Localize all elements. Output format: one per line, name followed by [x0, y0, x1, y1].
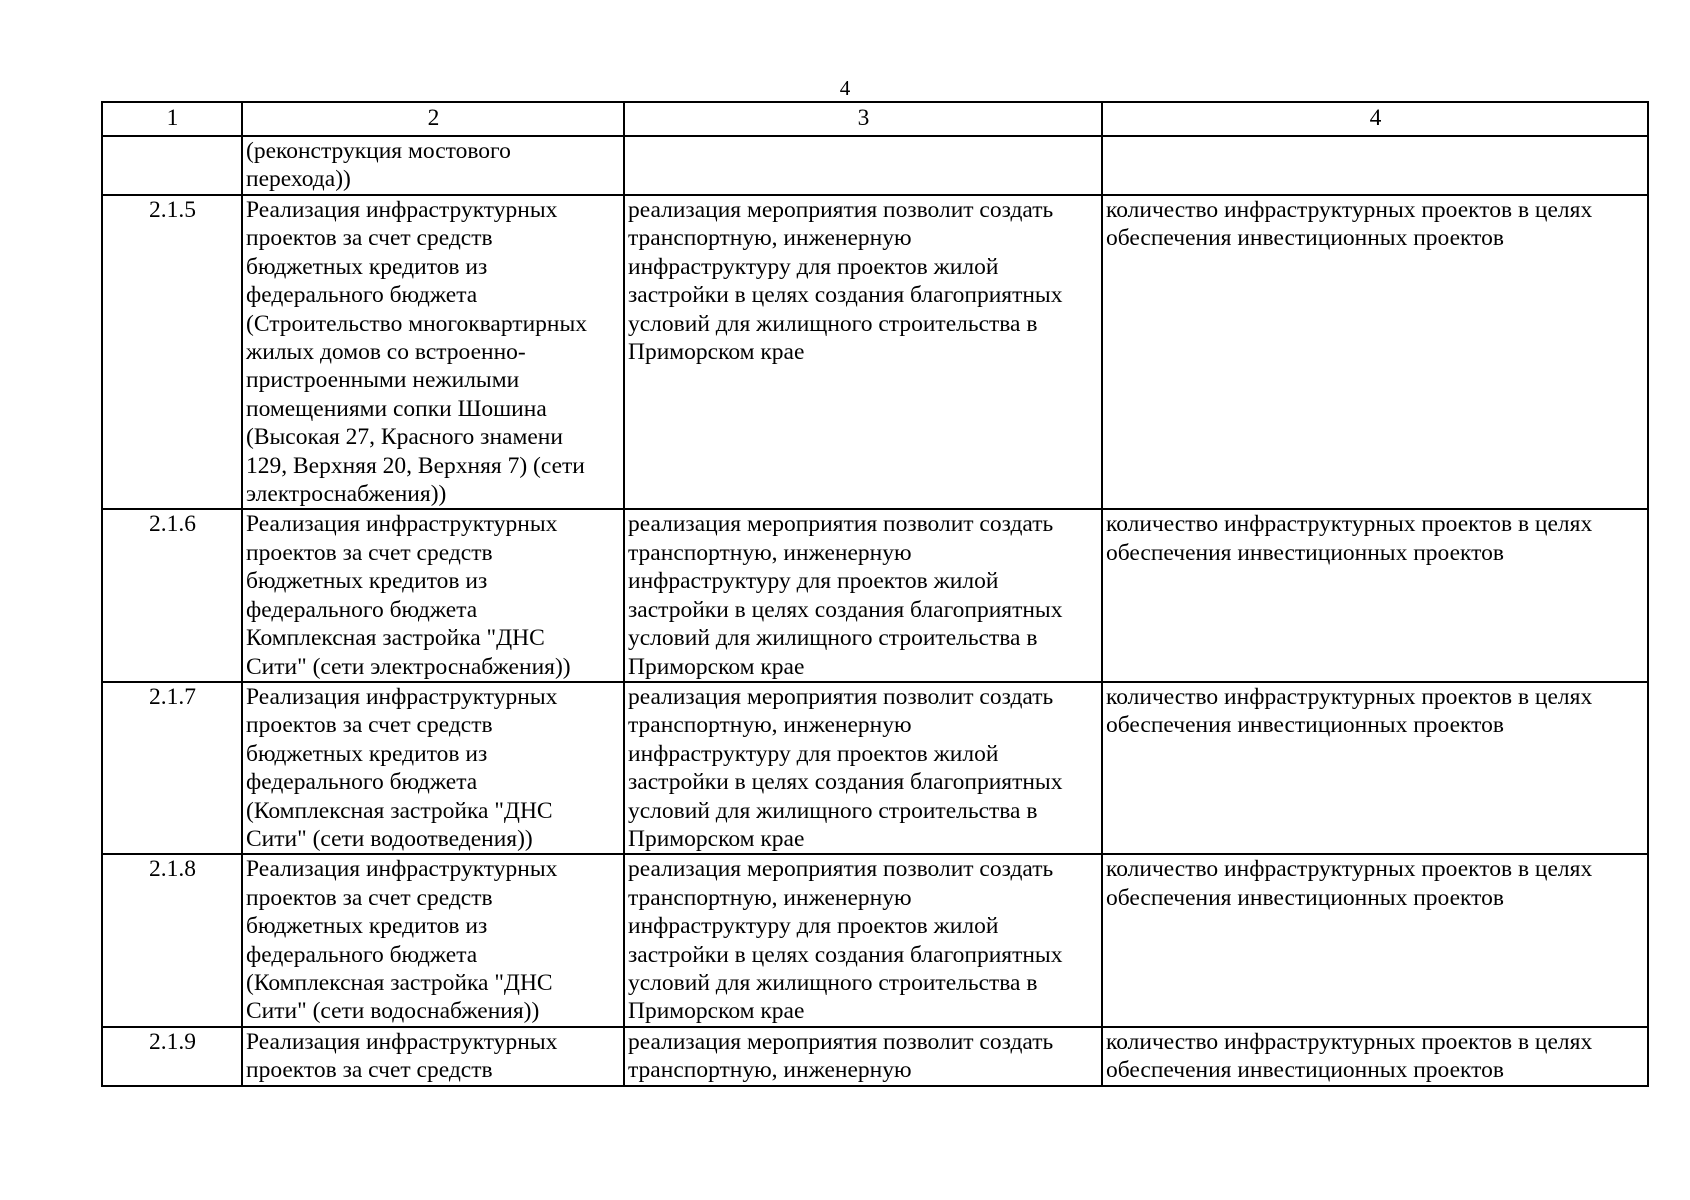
row-number: 2.1.6: [102, 509, 242, 681]
indicator: количество инфраструктурных проектов в целях обеспечения инвестиционных проектов: [1102, 1027, 1648, 1086]
expected-result: реализация мероприятия позволит создать транспортную, инженерную: [624, 1027, 1102, 1086]
expected-result: реализация мероприятия позволит создать транспортную, инженерную инфраструктуру для проектов жилой застройки в целях создания благоприятных условий для жилищного строительства в Приморском крае: [624, 854, 1102, 1026]
column-number-4: 4: [1102, 102, 1648, 136]
measure-name: Реализация инфраструктурных проектов за счет средств бюджетных кредитов из федерального бюджета Комплексная застройка "ДНС Сити" (сети электроснабжения)): [242, 509, 624, 681]
expected-result: реализация мероприятия позволит создать транспортную, инженерную инфраструктуру для проектов жилой застройки в целях создания благоприятных условий для жилищного строительства в Приморском крае: [624, 682, 1102, 854]
row-number: 2.1.9: [102, 1027, 242, 1086]
column-number-1: 1: [102, 102, 242, 136]
row-number: 2.1.5: [102, 195, 242, 509]
indicator: количество инфраструктурных проектов в целях обеспечения инвестиционных проектов: [1102, 195, 1648, 509]
row-number: 2.1.7: [102, 682, 242, 854]
measure-name: (реконструкция мостового перехода)): [242, 136, 624, 195]
measure-name: Реализация инфраструктурных проектов за счет средств: [242, 1027, 624, 1086]
indicator: количество инфраструктурных проектов в целях обеспечения инвестиционных проектов: [1102, 509, 1648, 681]
measures-table: [101, 101, 1649, 1087]
indicator: количество инфраструктурных проектов в целях обеспечения инвестиционных проектов: [1102, 854, 1648, 1026]
column-number-2: 2: [242, 102, 624, 136]
expected-result: реализация мероприятия позволит создать транспортную, инженерную инфраструктуру для проектов жилой застройки в целях создания благоприятных условий для жилищного строительства в Приморском крае: [624, 509, 1102, 681]
table-row: [102, 682, 1648, 854]
table-row: [102, 509, 1648, 681]
table-row: [102, 195, 1648, 509]
expected-result: [624, 136, 1102, 195]
table-row: [102, 854, 1648, 1026]
measure-name: Реализация инфраструктурных проектов за счет средств бюджетных кредитов из федерального бюджета (Строительство многоквартирных жилых домов со встроенно- пристроенными нежилыми помещениями сопки Шошина (Высокая 27, Красного знамени 129, Верхняя 20, Верхняя 7) (сети электроснабжения)): [242, 195, 624, 509]
measure-name: Реализация инфраструктурных проектов за счет средств бюджетных кредитов из федерального бюджета (Комплексная застройка "ДНС Сити" (сети водоотведения)): [242, 682, 624, 854]
table-row: [102, 1027, 1648, 1086]
table-row: [102, 136, 1648, 195]
column-number-3: 3: [624, 102, 1102, 136]
row-number: 2.1.8: [102, 854, 242, 1026]
indicator: количество инфраструктурных проектов в целях обеспечения инвестиционных проектов: [1102, 682, 1648, 854]
indicator: [1102, 136, 1648, 195]
expected-result: реализация мероприятия позволит создать транспортную, инженерную инфраструктуру для проектов жилой застройки в целях создания благоприятных условий для жилищного строительства в Приморском крае: [624, 195, 1102, 509]
row-number: [102, 136, 242, 195]
page-number: 4: [839, 76, 851, 100]
column-number-header-row: [102, 102, 1648, 136]
measure-name: Реализация инфраструктурных проектов за счет средств бюджетных кредитов из федерального бюджета (Комплексная застройка "ДНС Сити" (сети водоснабжения)): [242, 854, 624, 1026]
